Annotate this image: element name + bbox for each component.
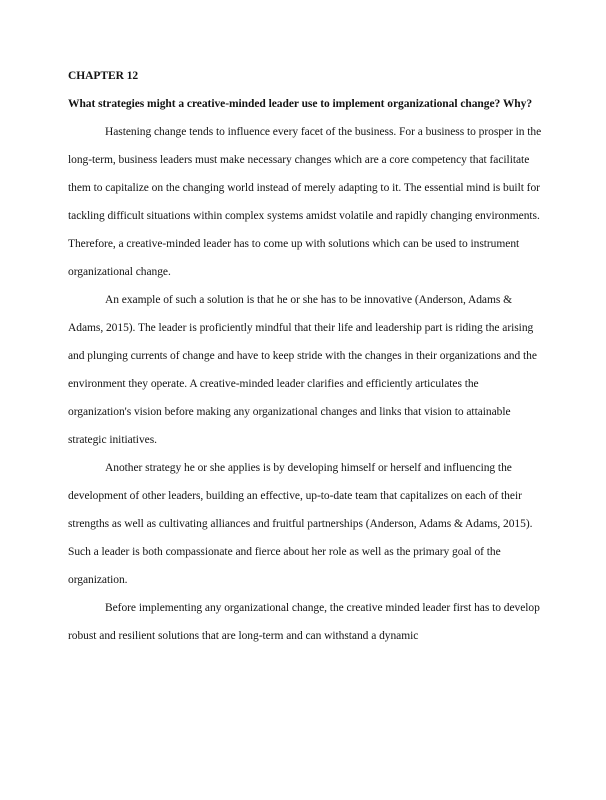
essay-body: [68, 118, 542, 650]
essay-paragraph: An example of such a solution is that he or she has to be innovative (Anderson, Adams & Adams, 2015). The leader is proficiently mindful that their life and leadership part is riding the arising and plunging currents of change and have to keep stride with the changes in their organizations and the environment they operate. A creative-minded leader clarifies and efficiently articulates the organization's vision before making any organizational changes and links that vision to attainable strategic initiatives.: [68, 294, 537, 446]
essay-question: What strategies might a creative-minded leader use to implement organizational change? Why?: [68, 98, 533, 110]
essay-paragraph: Hastening change tends to influence every facet of the business. For a business to prosper in the long-term, business leaders must make necessary changes which are a core competency that facilitate them to capitalize on the changing world instead of merely adapting to it. The essential mind is built for tackling difficult situations within complex systems amidst volatile and rapidly changing environments. Therefore, a creative-minded leader has to come up with solutions which can be used to instrument organizational change.: [68, 126, 542, 278]
essay-paragraph: Another strategy he or she applies is by developing himself or herself and influencing the development of other leaders, building an effective, up-to-date team that capitalizes on each of their strengths as well as cultivating alliances and fruitful partnerships (Anderson, Adams & Adams, 2015). Such a leader is both compassionate and fierce about her role as well as the primary goal of the organization.: [68, 462, 533, 586]
chapter-heading: CHAPTER 12: [68, 70, 139, 82]
essay-paragraph: Before implementing any organizational change, the creative minded leader first has to develop robust and resilient solutions that are long-term and can withstand a dynamic: [68, 602, 540, 642]
